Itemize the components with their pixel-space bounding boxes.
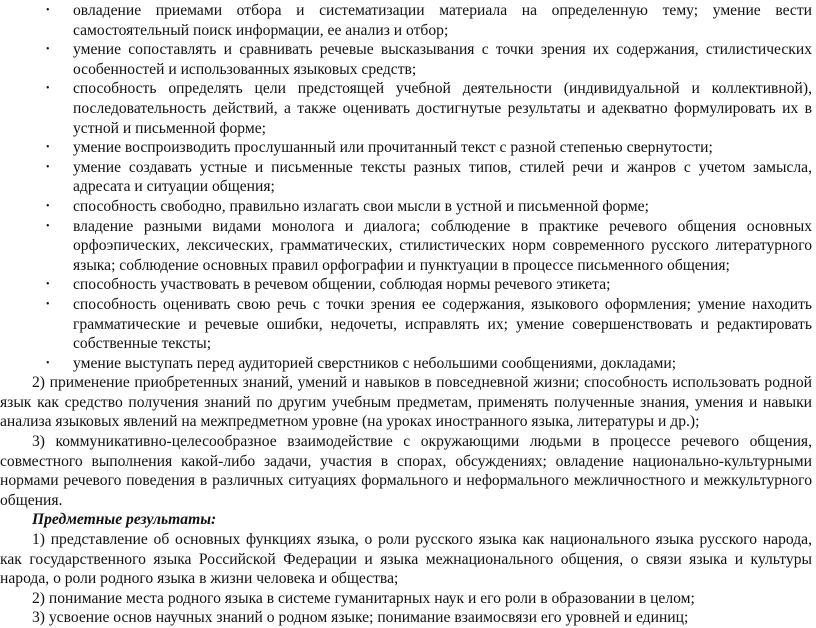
bullet-icon: • [46, 44, 50, 56]
list-item-text: умение сопоставлять и сравнивать речевые высказывания с точки зрения их содержания, стилистических особенностей и использованных языковых средств; [73, 41, 812, 78]
list-item [0, 295, 814, 354]
bullet-icon: • [46, 220, 50, 232]
list-item [0, 158, 814, 197]
bullet-icon: • [46, 5, 50, 16]
bullet-icon: • [46, 357, 50, 369]
bullet-icon: • [46, 298, 50, 310]
list-item [0, 40, 814, 79]
list-item-text: умение выступать перед аудиторией сверстников с небольшими сообщениями, докладами; [73, 354, 677, 372]
list-item-text: способность оценивать свою речь с точки зрения ее содержания, языкового оформления; умение находить грамматические и речевые ошибки, недочеты, исправлять их; умение совершенствовать и редактировать собственные тексты; [73, 295, 812, 353]
section-heading: Предметные результаты: [32, 511, 217, 529]
list-item-text: владение разными видами монолога и диалога; соблюдение в практике речевого общения основных орфоэпических, лексических, грамматических, стилистических норм современного русского литературного языка; соблюдение основных правил орфографии и пунктуации в процессе письменного общения; [73, 217, 812, 274]
bullet-icon: • [46, 142, 50, 154]
paragraph: 2) применение приобретенных знаний, умений и навыков в повседневной жизни; способность использовать родной язык как средство получения знаний по другим учебным предметам, применять полученные знания, умения и навыки анализа языковых явлений на межпредметном уровне (на уроках иностранного языка, литературы и др.); [0, 374, 812, 431]
list-item [0, 354, 814, 374]
paragraph: 3) коммуникативно-целесообразное взаимодействие с окружающими людьми в процессе речевого общения, совместного выполнения какой-либо задачи, участия в спорах, обсуждениях; овладение национально-культурными нормами речевого поведения в различных ситуациях формального и неформального межличностного и межкультурного общения. [0, 433, 812, 509]
bullet-icon: • [46, 83, 50, 95]
paragraph: 2) понимание места родного языка в системе гуманитарных наук и его роли в образовании в целом; [32, 589, 695, 607]
list-item-text: способность участвовать в речевом общении, соблюдая нормы речевого этикета; [73, 276, 611, 294]
list-item-text: способность определять цели предстоящей учебной деятельности (индивидуальной и коллективной), последовательность действий, а также оценивать достигнутые результаты и адекватно формулировать их в устной и письменной форме; [73, 80, 812, 137]
list-item [0, 275, 814, 295]
document-page [0, 1, 814, 628]
section-heading-paragraph [0, 510, 814, 530]
bullet-icon: • [46, 161, 50, 173]
paragraph: 3) усвоение основ научных знаний о родном языке; понимание взаимосвязи его уровней и единиц; [32, 609, 689, 627]
list-item [0, 197, 814, 217]
bullet-icon: • [46, 200, 50, 212]
bullet-list [0, 1, 814, 373]
list-item [0, 79, 814, 138]
list-item-text: овладение приемами отбора и систематизации материала на определенную тему; умение вести самостоятельный поиск информации, ее анализ и отбор; [73, 2, 812, 39]
list-item-text: способность свободно, правильно излагать свои мысли в устной и письменной форме; [73, 197, 649, 215]
list-item [0, 217, 814, 276]
bullet-icon: • [46, 279, 50, 291]
list-item-text: умение воспроизводить прослушанный или прочитанный текст с разной степенью свернутости; [73, 139, 713, 157]
list-item [0, 138, 814, 158]
list-item [0, 1, 814, 40]
list-item-text: умение создавать устные и письменные тексты разных типов, стилей речи и жанров с учетом замысла, адресата и ситуации общения; [73, 158, 812, 196]
paragraph: 1) представление об основных функциях языка, о роли русского языка как национального языка русского народа, как государственного языка Российской Федерации и языка межнационального общения, о связи языка и культуры народа, о роли родного языка в жизни человека и общества; [0, 531, 812, 588]
